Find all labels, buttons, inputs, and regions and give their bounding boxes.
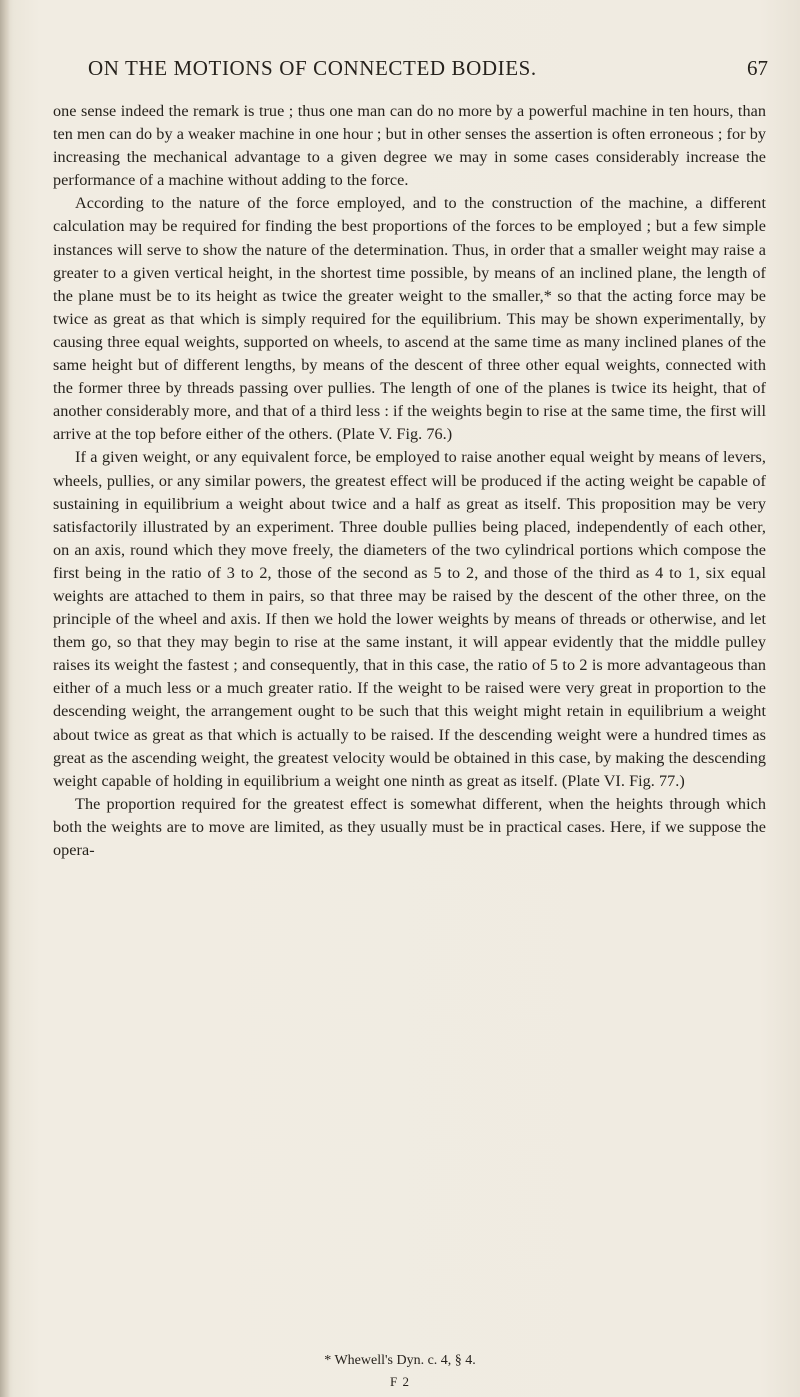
running-title: ON THE MOTIONS OF CONNECTED BODIES.: [88, 56, 537, 80]
signature-mark: F 2: [390, 1374, 410, 1389]
paragraph-4: The proportion required for the greatest effect is somewhat different, when the heights through which both the weights are to move are limited, as they usually must be in practical cases. Here, if we suppose the opera-: [53, 794, 766, 859]
paragraph-3: If a given weight, or any equivalent force, be employed to raise another equal weight by means of levers, wheels, pullies, or any similar powers, the greatest effect will be produced if the acting weight be capable of sustaining in equilibrium a weight about twice and a half as great as itself. This proposition may be very satisfactorily illustrated by an experiment. Three double pullies being placed, independently of each other, on an axis, round which they move freely, the diameters of the two cylindrical portions which compose the first being in the ratio of 3 to 2, those of the second as 5 to 2, and those of the third as 4 to 1, six equal weights are attached to them in pairs, so that three may be raised by the descent of the other three, on the principle of the wheel and axis. If then we hold the lower weights by means of threads or otherwise, and let them go, so that they may begin to rise at the same instant, it will appear evidently that the middle pulley raises its weight the fastest ; and consequently, that in this case, the ratio of 5 to 2 is more advantageous than either of a much less or a much greater ratio. If the weight to be raised were very great in proportion to the descending weight, the arrangement ought to be such that this weight might retain in equilibrium a weight about twice as great as that which is actually to be raised. If the descending weight were a hundred times as great as the ascending weight, the greatest velocity would be obtained in this case, by making the descending weight capable of holding in equilibrium a weight one ninth as great as itself. (Plate VI. Fig. 77.): [53, 448, 766, 790]
paragraph-2: According to the nature of the force employed, and to the construction of the machine, a different calculation may be required for finding the best proportions of the forces to be employed ; but a few simple instances will serve to show the nature of the determination. Thus, in order that a smaller weight may raise a greater to a given vertical height, in the shortest time possible, by means of an inclined plane, the length of the plane must be to its height as twice the greater weight to the smaller,* so that the acting force may be twice as great as that which is simply required for the equilibrium. This may be shown experimentally, by causing three equal weights, supported on wheels, to ascend at the same time as many inclined planes of the same height but of different lengths, by means of the descent of three other equal weights, connected with the former three by threads passing over pullies. The length of one of the planes is twice its height, that of another considerably more, and that of a third less : if the weights begin to rise at the same time, the first will arrive at the top before either of the others. (Plate V. Fig. 76.): [53, 194, 766, 444]
page-header: [88, 56, 768, 88]
footnote: * Whewell's Dyn. c. 4, § 4.: [324, 1353, 476, 1368]
paragraph-1: one sense indeed the remark is true ; thus one man can do no more by a powerful machine in ten hours, than ten men can do by a weaker machine in one hour ; but in other senses the assertion is often erroneous ; for by increasing the mechanical advantage to a given degree we may in some cases considerably increase the performance of a machine without adding to the force.: [53, 102, 766, 190]
page-number: 67: [747, 56, 768, 80]
body-text: [53, 100, 766, 862]
binding-gutter-shadow: [0, 0, 10, 1397]
